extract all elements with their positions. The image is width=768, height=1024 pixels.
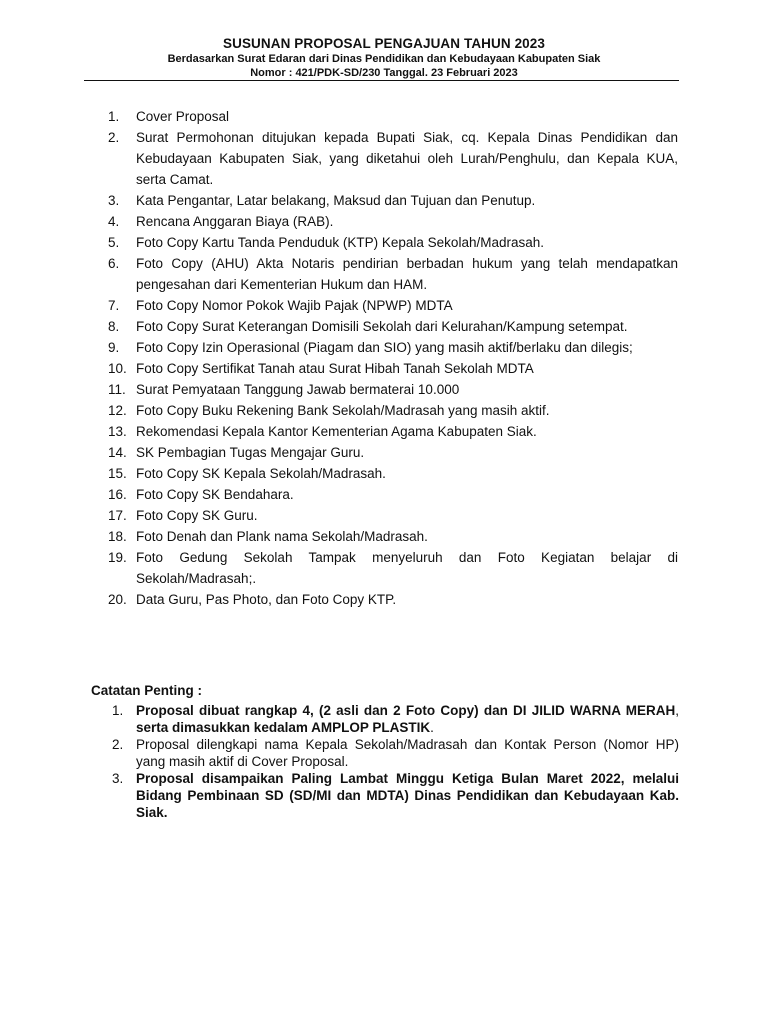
requirements-list <box>0 106 768 610</box>
item-number: 2. <box>108 130 120 145</box>
item-number: 16. <box>108 487 127 502</box>
note-text: Proposal disampaikan Paling Lambat Minggu Ketiga Bulan Maret 2022, melalui Bidang Pembinaan SD (SD/MI dan MDTA) Dinas Pendidikan dan Kebudayaan Kab. Siak. <box>136 771 679 820</box>
note-number: 3. <box>112 771 124 786</box>
item-number: 20. <box>108 592 127 607</box>
document-reference: Nomor : 421/PDK-SD/230 Tanggal. 23 Februari 2023 <box>250 67 518 79</box>
notes-list <box>0 702 768 821</box>
item-number: 8. <box>108 319 120 334</box>
item-number: 4. <box>108 214 120 229</box>
item-text: Foto Copy SK Kepala Sekolah/Madrasah. <box>136 466 386 481</box>
list-item <box>0 106 768 127</box>
note-text: Proposal dilengkapi nama Kepala Sekolah/Madrasah dan Kontak Person (Nomor HP) yang masih aktif di Cover Proposal. <box>136 737 679 769</box>
note-number: 1. <box>112 703 124 718</box>
list-item <box>0 232 768 253</box>
item-text: Foto Gedung Sekolah Tampak menyeluruh dan Foto Kegiatan belajar di Sekolah/Madrasah;. <box>136 550 678 586</box>
item-text: Foto Copy Surat Keterangan Domisili Sekolah dari Kelurahan/Kampung setempat. <box>136 319 628 334</box>
list-item <box>0 589 768 610</box>
item-number: 6. <box>108 256 120 271</box>
document-subtitle: Berdasarkan Surat Edaran dari Dinas Pendidikan dan Kebudayaan Kabupaten Siak <box>167 53 601 65</box>
item-number: 19. <box>108 550 127 565</box>
list-item <box>0 505 768 526</box>
list-item <box>0 295 768 316</box>
list-item <box>0 463 768 484</box>
item-text: Foto Copy Buku Rekening Bank Sekolah/Madrasah yang masih aktif. <box>136 403 550 418</box>
note-text <box>136 702 679 736</box>
list-item <box>0 442 768 463</box>
item-text: Surat Pemyataan Tanggung Jawab bermaterai 10.000 <box>136 382 460 397</box>
item-number: 10. <box>108 361 127 376</box>
list-item <box>0 484 768 505</box>
item-number: 17. <box>108 508 127 523</box>
document-header <box>0 36 768 80</box>
item-number: 15. <box>108 466 127 481</box>
item-text: Foto Copy Sertifikat Tanah atau Surat Hibah Tanah Sekolah MDTA <box>136 361 534 376</box>
list-item <box>0 127 768 190</box>
notes-title: Catatan Penting : <box>91 683 203 698</box>
item-text: Rencana Anggaran Biaya (RAB). <box>136 214 334 229</box>
item-text: Kata Pengantar, Latar belakang, Maksud dan Tujuan dan Penutup. <box>136 193 536 208</box>
list-item <box>0 526 768 547</box>
item-number: 13. <box>108 424 127 439</box>
list-item <box>0 211 768 232</box>
item-number: 7. <box>108 298 120 313</box>
item-number: 3. <box>108 193 120 208</box>
note-number: 2. <box>112 737 124 752</box>
item-text: SK Pembagian Tugas Mengajar Guru. <box>136 445 365 460</box>
item-text: Surat Permohonan ditujukan kepada Bupati Siak, cq. Kepala Dinas Pendidikan dan Kebudayaan Kabupaten Siak, yang diketahui oleh Lurah/Penghulu, dan Kepala KUA, serta Camat. <box>136 130 678 187</box>
note-bold-text: Proposal dibuat rangkap 4, (2 asli dan 2 Foto Copy) dan DI JILID WARNA MERAH <box>136 703 676 718</box>
item-text: Foto Copy Kartu Tanda Penduduk (KTP) Kepala Sekolah/Madrasah. <box>136 235 544 250</box>
note-item <box>0 736 768 770</box>
item-text: Foto Copy SK Guru. <box>136 508 258 523</box>
note-end: . <box>430 720 434 735</box>
list-item <box>0 358 768 379</box>
list-item <box>0 253 768 295</box>
list-item <box>0 421 768 442</box>
list-item <box>0 379 768 400</box>
header-divider <box>84 80 679 81</box>
list-item <box>0 337 768 358</box>
item-number: 18. <box>108 529 127 544</box>
item-number: 12. <box>108 403 127 418</box>
list-item <box>0 400 768 421</box>
item-number: 5. <box>108 235 120 250</box>
document-title: SUSUNAN PROPOSAL PENGAJUAN TAHUN 2023 <box>222 36 545 51</box>
item-number: 1. <box>108 109 120 124</box>
note-item <box>0 702 768 736</box>
list-item <box>0 190 768 211</box>
note-separator: , <box>675 703 679 718</box>
item-number: 14. <box>108 445 127 460</box>
item-text: Data Guru, Pas Photo, dan Foto Copy KTP. <box>136 592 397 607</box>
note-item <box>0 770 768 821</box>
item-text: Foto Copy (AHU) Akta Notaris pendirian berbadan hukum yang telah mendapatkan pengesahan dari Kementerian Hukum dan HAM. <box>136 256 678 292</box>
item-number: 9. <box>108 340 120 355</box>
item-text: Rekomendasi Kepala Kantor Kementerian Agama Kabupaten Siak. <box>136 424 537 439</box>
list-item <box>0 547 768 589</box>
note-bold-text: serta dimasukkan kedalam AMPLOP PLASTIK <box>136 720 431 735</box>
item-text: Foto Denah dan Plank nama Sekolah/Madrasah. <box>136 529 428 544</box>
list-item <box>0 316 768 337</box>
item-text: Foto Copy SK Bendahara. <box>136 487 294 502</box>
item-number: 11. <box>108 382 126 397</box>
item-text: Foto Copy Izin Operasional (Piagam dan SIO) yang masih aktif/berlaku dan dilegis; <box>136 340 633 355</box>
item-text: Foto Copy Nomor Pokok Wajib Pajak (NPWP) MDTA <box>136 298 453 313</box>
item-text: Cover Proposal <box>136 109 230 124</box>
